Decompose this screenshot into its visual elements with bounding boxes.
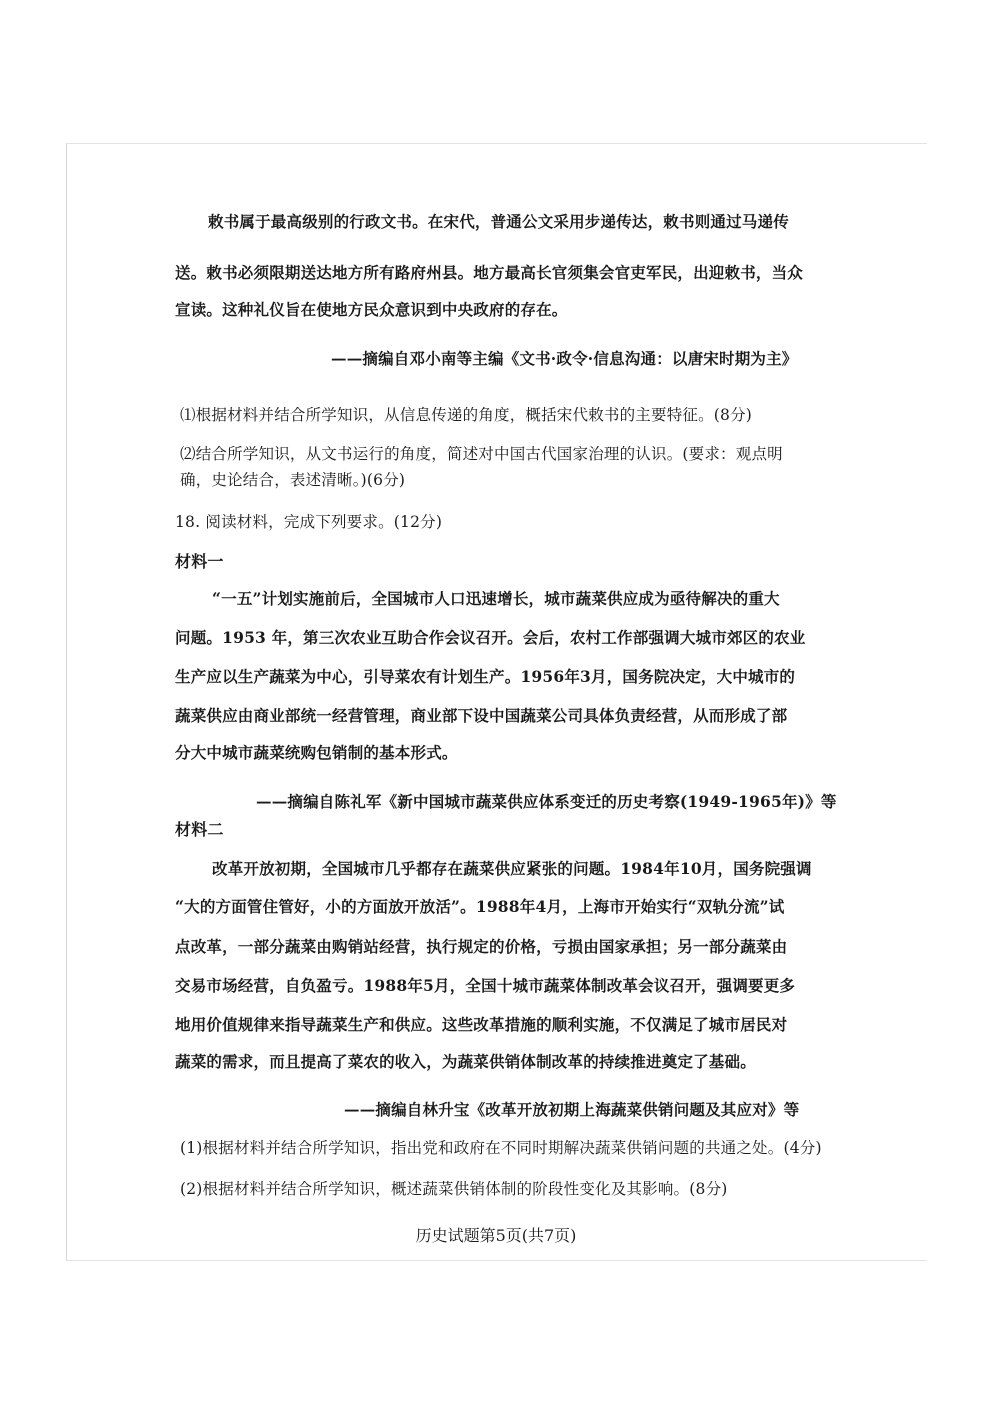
material1-line: “一五”计划实施前后，全国城市人口迅速增长，城市蔬菜供应成为亟待解决的重大 xyxy=(212,589,780,608)
question-17-1: ⑴根据材料并结合所学知识，从信息传递的角度，概括宋代敕书的主要特征。(8分) xyxy=(180,406,753,424)
material2-line: 蔬菜的需求，而且提高了菜农的收入，为蔬菜供销体制改革的持续推进奠定了基础。 xyxy=(175,1052,756,1071)
material2-label: 材料二 xyxy=(175,820,224,839)
question-17-2-line: ⑵结合所学知识，从文书运行的角度，简述对中国古代国家治理的认识。(要求：观点明 xyxy=(180,445,783,463)
material2-line: 交易市场经营，自负盈亏。1988年5月，全国十城市蔬菜体制改革会议召开，强调要更多 xyxy=(175,976,796,995)
material1-label: 材料一 xyxy=(175,552,224,571)
material1-line: 蔬菜供应由商业部统一经营管理，商业部下设中国蔬菜公司具体负责经营，从而形成了部 xyxy=(175,706,788,725)
material1-line: 分大中城市蔬菜统购包销制的基本形式。 xyxy=(175,743,458,762)
material1-line: 生产应以生产蔬菜为中心，引导菜农有计划生产。1956年3月，国务院决定，大中城市的 xyxy=(175,667,796,686)
question-18-1: (1)根据材料并结合所学知识，指出党和政府在不同时期解决蔬菜供销问题的共通之处。(4分) xyxy=(180,1139,822,1157)
material-source: ——摘编自邓小南等主编《文书·政令·信息沟通：以唐宋时期为主》 xyxy=(331,349,798,368)
material1-line: 问题。1953 年，第三次农业互助合作会议召开。会后，农村工作部强调大城市郊区的农业 xyxy=(175,628,806,647)
material-line: 送。敕书必须限期送达地方所有路府州县。地方最高长官须集会官吏军民，出迎敕书，当众 xyxy=(175,263,804,282)
question-18-2: (2)根据材料并结合所学知识，概述蔬菜供销体制的阶段性变化及其影响。(8分) xyxy=(180,1180,728,1198)
material1-source: ——摘编自陈礼军《新中国城市蔬菜供应体系变迁的历史考察(1949-1965年)》等 xyxy=(256,792,837,811)
material2-line: 地用价值规律来指导蔬菜生产和供应。这些改革措施的顺利实施，不仅满足了城市居民对 xyxy=(175,1015,788,1034)
material2-source: ——摘编自林升宝《改革开放初期上海蔬菜供销问题及其应对》等 xyxy=(344,1100,800,1119)
material2-line: 改革开放初期，全国城市几乎都存在蔬菜供应紧张的问题。1984年10月，国务院强调 xyxy=(212,859,812,878)
page-footer: 历史试题第5页(共7页) xyxy=(415,1226,577,1245)
material2-line: “大的方面管住管好，小的方面放开放活”。1988年4月，上海市开始实行“双轨分流”试 xyxy=(175,897,785,916)
material-line: 宣读。这种礼仪旨在使地方民众意识到中央政府的存在。 xyxy=(175,300,568,319)
material-line: 敕书属于最高级别的行政文书。在宋代，普通公文采用步递传达，敕书则通过马递传 xyxy=(208,212,789,231)
question-18-title: 18. 阅读材料，完成下列要求。(12分) xyxy=(175,513,443,531)
material2-line: 点改革，一部分蔬菜由购销站经营，执行规定的价格，亏损由国家承担；另一部分蔬菜由 xyxy=(175,937,788,956)
question-17-2-line: 确，史论结合，表述清晰。)(6分) xyxy=(180,471,406,489)
